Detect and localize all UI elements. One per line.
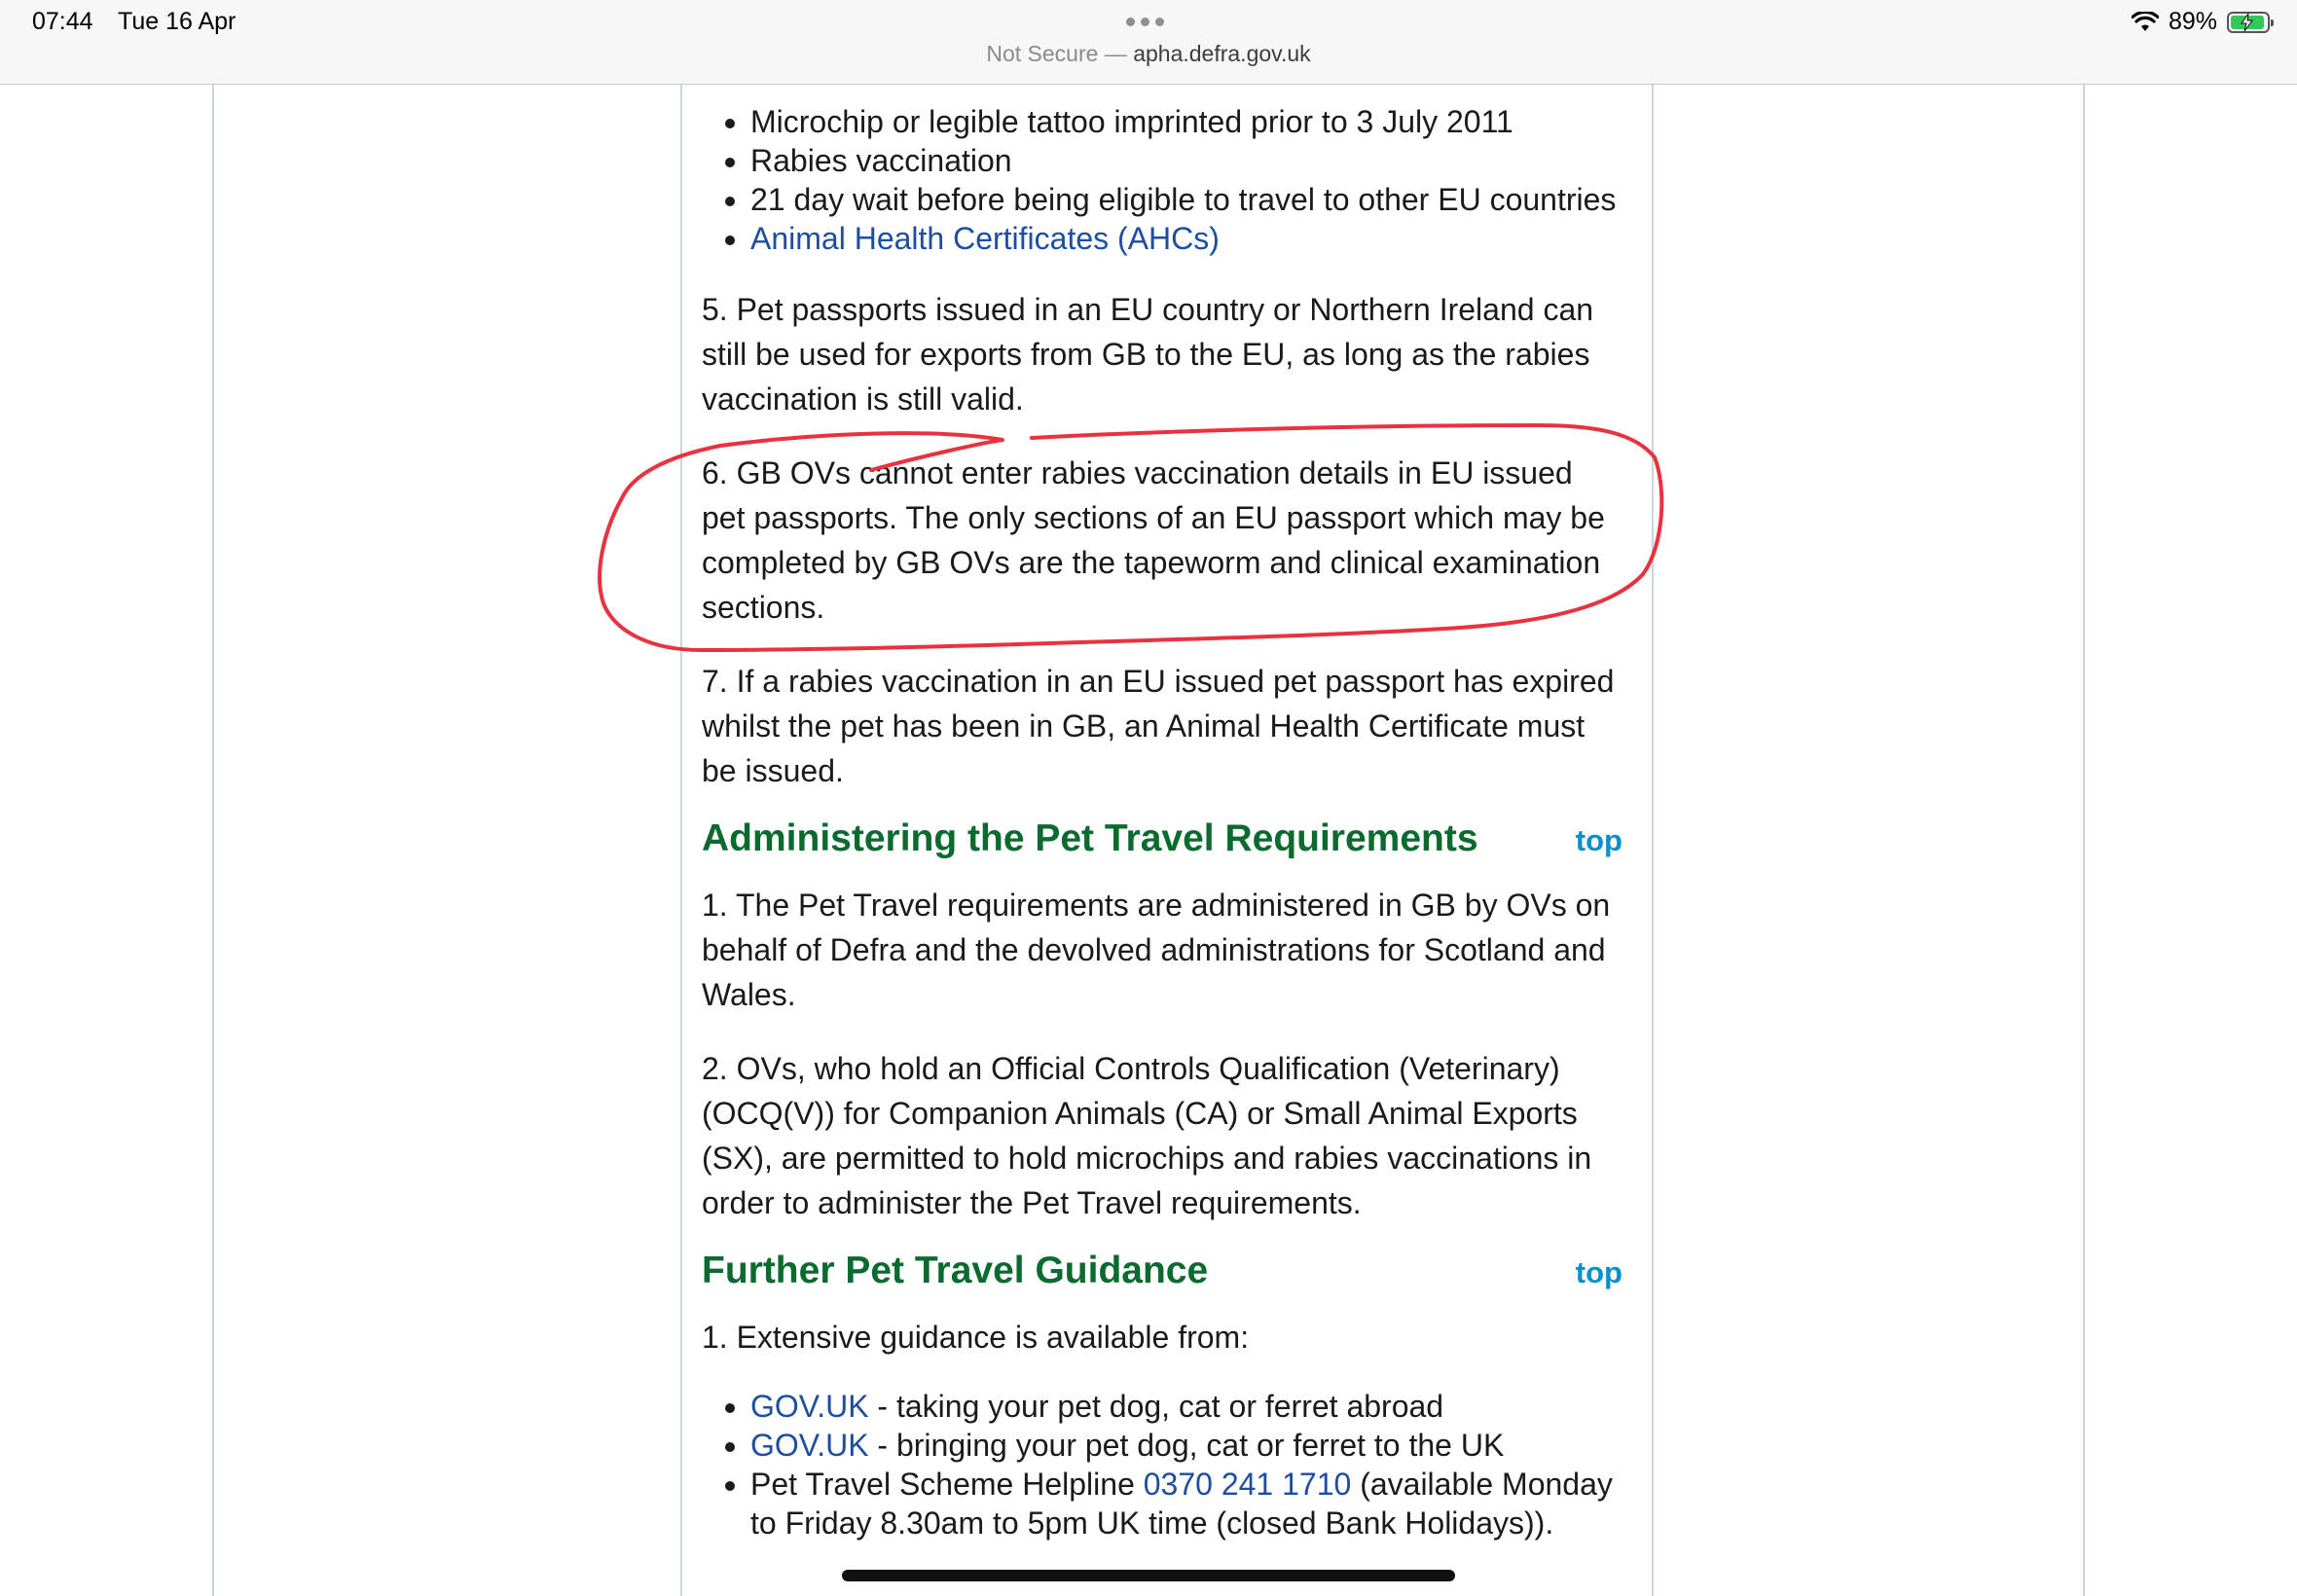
list-item: [750, 1426, 1622, 1465]
list-item: • Rabies vaccination: [750, 141, 1622, 180]
ahc-link[interactable]: Animal Health Certificates (AHCs): [750, 221, 1220, 256]
frame-line-outer-right: [2083, 85, 2085, 1596]
paragraph-7: 7. If a rabies vaccination in an EU issued pet passport has expired whilst the pet has been in GB, an Animal Health Certificate must be issued.: [702, 664, 1615, 788]
admin-paragraph-1: 1. The Pet Travel requirements are administered in GB by OVs on behalf of Defra and the devolved administrations for Scotland and Wales.: [702, 888, 1611, 1012]
address-bar[interactable]: [0, 41, 2297, 67]
heading-administering-text: Administering the Pet Travel Requirements: [702, 817, 1478, 859]
list-item: [750, 1465, 1622, 1542]
url-domain: apha.defra.gov.uk: [1133, 41, 1311, 66]
govuk-link-to-uk[interactable]: GOV.UK: [750, 1428, 869, 1463]
list-item: [750, 219, 1622, 258]
heading-further-guidance: [702, 1247, 1622, 1295]
status-time: 07:44: [32, 8, 93, 35]
heading-further-text: Further Pet Travel Guidance: [702, 1250, 1209, 1291]
admin-paragraph-2: 2. OVs, who hold an Official Controls Qualification (Veterinary) (OCQ(V)) for Companion Animals (CA) or Small Animal Exports (SX), are permitted to hold microchips and rabies vaccinations in order to administer the Pet Travel requirements.: [702, 1051, 1592, 1220]
frame-line-outer-left: [212, 85, 214, 1596]
paragraph-6: 6. GB OVs cannot enter rabies vaccination details in EU issued pet passports. The only sections of an EU passport which may be completed by GB OVs are the tapeworm and clinical examination sections.: [702, 455, 1605, 625]
requirements-list: [702, 102, 1622, 258]
helpline-hours: (available Monday to Friday 8.30am to 5pm UK time (closed Bank Holidays)).: [750, 1467, 1613, 1541]
list-item: [750, 1387, 1622, 1426]
browser-top-bar: [0, 0, 2297, 85]
further-paragraph-1: 1. Extensive guidance is available from:: [702, 1320, 1250, 1355]
wifi-icon: [2132, 12, 2159, 33]
status-date: Tue 16 Apr: [118, 8, 237, 35]
frame-line-inner-right: [1652, 85, 1654, 1596]
list-item-text: - taking your pet dog, cat or ferret abroad: [868, 1389, 1444, 1424]
guidance-list: [702, 1387, 1622, 1542]
home-indicator[interactable]: [842, 1570, 1455, 1581]
helpline-phone-link[interactable]: 0370 241 1710: [1143, 1467, 1352, 1502]
security-label: Not Secure —: [986, 41, 1127, 66]
top-link-further[interactable]: top: [1575, 1255, 1622, 1289]
battery-percent: 89%: [2168, 8, 2217, 35]
main-content: [702, 85, 1622, 1542]
heading-administering: [702, 815, 1622, 863]
list-item: • 21 day wait before being eligible to travel to other EU countries: [750, 180, 1622, 219]
helpline-label: Pet Travel Scheme Helpline: [750, 1467, 1144, 1502]
list-item: • Microchip or legible tattoo imprinted prior to 3 July 2011: [750, 102, 1622, 141]
tab-options-dots-icon[interactable]: [1126, 18, 1164, 26]
battery-charging-icon: [2227, 12, 2270, 33]
list-item-text: - bringing your pet dog, cat or ferret to the UK: [868, 1428, 1505, 1463]
frame-line-inner-left: [680, 85, 682, 1596]
paragraph-5: 5. Pet passports issued in an EU country or Northern Ireland can still be used for exports from GB to the EU, as long as the rabies vaccination is still valid.: [702, 292, 1594, 417]
top-link-administering[interactable]: top: [1575, 823, 1622, 857]
govuk-link-abroad[interactable]: GOV.UK: [750, 1389, 869, 1424]
status-right: [2132, 8, 2270, 36]
